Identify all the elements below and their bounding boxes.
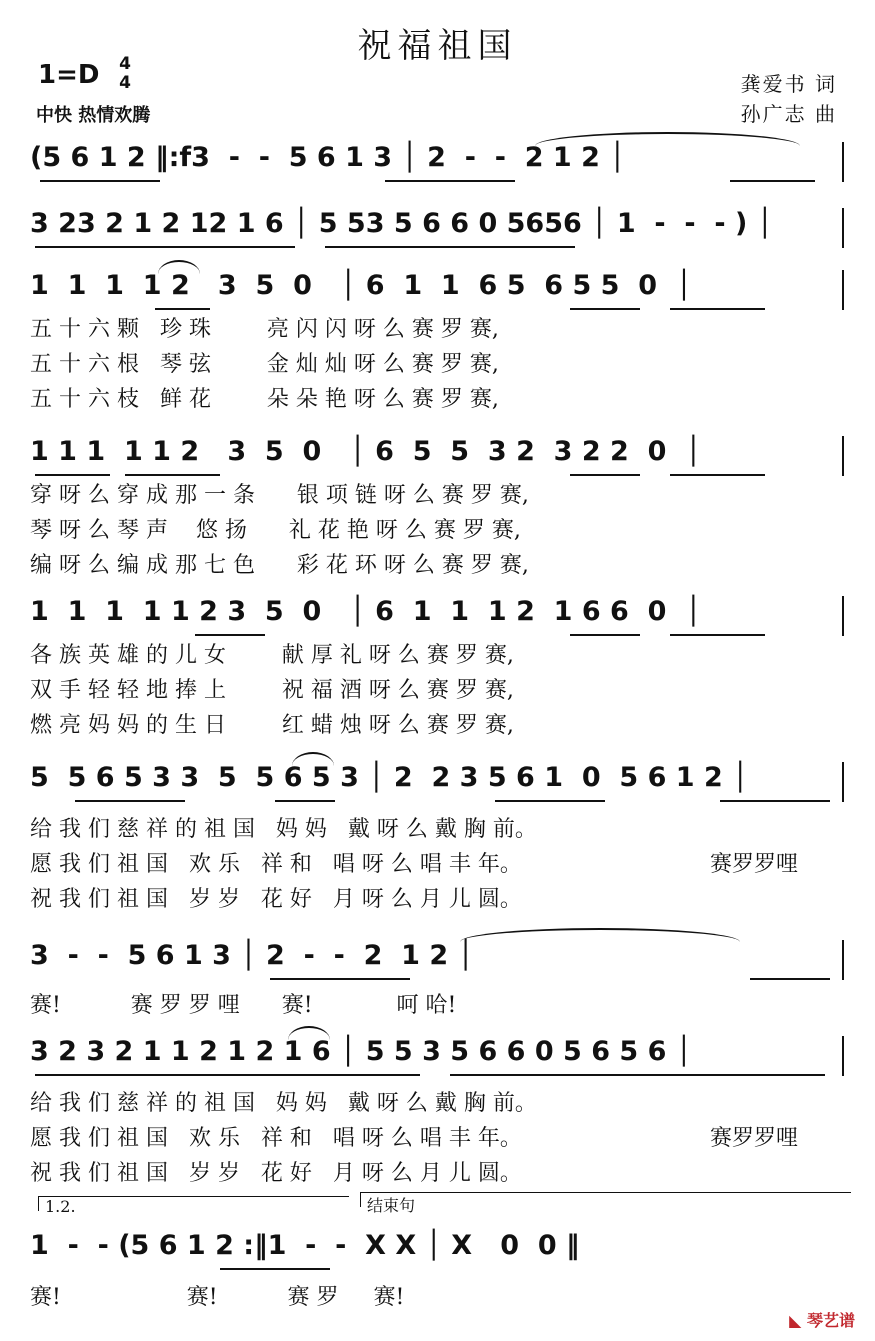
key-signature: 1=D bbox=[38, 60, 100, 90]
barline bbox=[842, 270, 844, 310]
beam bbox=[155, 308, 210, 310]
barline bbox=[842, 208, 844, 248]
lyric-verse-2: 五 十 六 根 琴 弦 金 灿 灿 呀 么 赛 罗 赛, bbox=[30, 352, 499, 377]
notes-line: 5 5 6 5 3 3 5 5 6 5 3 │ 2 2 3 5 6 1 0 5 6 1 2 │ bbox=[30, 762, 749, 793]
notes-line: 3 2 3 2 1 1 2 1 2 1 6 │ 5 5 3 5 6 6 0 5 6 5 6 │ bbox=[30, 1036, 693, 1067]
lyric-verse-1: 给 我 们 慈 祥 的 祖 国 妈 妈 戴 呀 么 戴 胸 前。 bbox=[30, 1091, 537, 1116]
beam bbox=[220, 1268, 330, 1270]
notes-line: 3 - - 5 6 1 3 │ 2 - - 2 1 2 │ bbox=[30, 940, 474, 971]
beam bbox=[720, 800, 830, 802]
time-sig-bottom: 4 bbox=[119, 73, 131, 93]
lyric-verse-3: 祝 我 们 祖 国 岁 岁 花 好 月 呀 么 月 儿 圆。 bbox=[30, 887, 522, 912]
beam bbox=[35, 474, 110, 476]
volta-bracket-2 bbox=[360, 1192, 851, 1215]
beam bbox=[670, 474, 765, 476]
beam bbox=[385, 180, 515, 182]
notes-line: 1 - - (5 6 1 2 :‖1 - - X X │ X 0 0 ‖ bbox=[30, 1230, 580, 1261]
side-refrain: 赛罗罗哩 bbox=[710, 852, 799, 877]
beam bbox=[670, 308, 765, 310]
beam bbox=[270, 978, 410, 980]
volta-2-label: 结束句 bbox=[367, 1196, 416, 1215]
slur-arc bbox=[288, 1026, 330, 1040]
lyric-verse-3: 燃 亮 妈 妈 的 生 日 红 蜡 烛 呀 么 赛 罗 赛, bbox=[30, 713, 514, 738]
lyric-verse-1: 各 族 英 雄 的 儿 女 献 厚 礼 呀 么 赛 罗 赛, bbox=[30, 643, 514, 668]
lyric-verse-2: 双 手 轻 轻 地 捧 上 祝 福 酒 呀 么 赛 罗 赛, bbox=[30, 678, 514, 703]
barline bbox=[842, 940, 844, 980]
side-refrain: 赛罗罗哩 bbox=[710, 1126, 799, 1151]
volta-1-label: 1.2. bbox=[45, 1197, 76, 1216]
lyric-verse-2: 琴 呀 么 琴 声 悠 扬 礼 花 艳 呀 么 赛 罗 赛, bbox=[30, 518, 521, 543]
beam bbox=[570, 308, 640, 310]
beam bbox=[195, 634, 265, 636]
beam bbox=[125, 474, 220, 476]
tie-arc bbox=[535, 132, 800, 146]
page-title: 祝福祖国 bbox=[357, 26, 518, 66]
lyric-verse-1: 给 我 们 慈 祥 的 祖 国 妈 妈 戴 呀 么 戴 胸 前。 bbox=[30, 817, 537, 842]
beam bbox=[275, 800, 335, 802]
beam bbox=[40, 180, 160, 182]
lyric-verse-3: 五 十 六 枝 鲜 花 朵 朵 艳 呀 么 赛 罗 赛, bbox=[30, 387, 499, 412]
beam bbox=[450, 1074, 825, 1076]
tie-arc bbox=[460, 928, 740, 942]
barline bbox=[842, 436, 844, 476]
barline bbox=[842, 596, 844, 636]
tempo-marking: 中快 热情欢腾 bbox=[36, 105, 151, 126]
lyric-verse-3: 祝 我 们 祖 国 岁 岁 花 好 月 呀 么 月 儿 圆。 bbox=[30, 1161, 522, 1186]
lyric-verse-2: 愿 我 们 祖 国 欢 乐 祥 和 唱 呀 么 唱 丰 年。 bbox=[30, 1126, 522, 1151]
lyric-verse-3: 编 呀 么 编 成 那 七 色 彩 花 环 呀 么 赛 罗 赛, bbox=[30, 553, 529, 578]
lyric-line: 赛! 赛 罗 罗 哩 赛! 呵 哈! bbox=[30, 993, 457, 1018]
beam bbox=[570, 634, 640, 636]
barline bbox=[842, 142, 844, 182]
slur-arc bbox=[292, 752, 334, 766]
lyric-verse-1: 穿 呀 么 穿 成 那 一 条 银 项 链 呀 么 赛 罗 赛, bbox=[30, 483, 529, 508]
slur-arc bbox=[158, 260, 200, 274]
time-signature bbox=[118, 56, 132, 92]
beam bbox=[670, 634, 765, 636]
notes-line: 3 23 2 1 2 12 1 6 │ 5 53 5 6 6 0 5656 │ 1 - - - ) │ bbox=[30, 208, 774, 239]
lyric-verse-2: 愿 我 们 祖 国 欢 乐 祥 和 唱 呀 么 唱 丰 年。 bbox=[30, 852, 522, 877]
time-sig-top: 4 bbox=[119, 54, 131, 74]
beam bbox=[750, 978, 830, 980]
barline bbox=[842, 762, 844, 802]
barline bbox=[842, 1036, 844, 1076]
watermark-text: 琴艺谱 bbox=[806, 1311, 855, 1330]
beam bbox=[495, 800, 605, 802]
notes-line: 1 1 1 1 1 2 3 5 0 │ 6 1 1 1 2 1 6 6 0 │ bbox=[30, 596, 702, 627]
beam bbox=[570, 474, 640, 476]
composer-credit: 孙广志 曲 bbox=[740, 102, 837, 126]
beam bbox=[35, 246, 295, 248]
watermark-logo bbox=[789, 1308, 855, 1331]
notes-line: (5 6 1 2 ‖:f3 - - 5 6 1 3 │ 2 - - 2 1 2 │ bbox=[30, 142, 626, 173]
lyric-verse-1: 五 十 六 颗 珍 珠 亮 闪 闪 呀 么 赛 罗 赛, bbox=[30, 317, 499, 342]
lyricist-credit: 龚爱书 词 bbox=[740, 72, 837, 96]
notes-line: 1 1 1 1 2 3 5 0 │ 6 1 1 6 5 6 5 5 0 │ bbox=[30, 270, 693, 301]
volta-bracket-1 bbox=[38, 1196, 349, 1216]
watermark-icon: ◣ bbox=[789, 1311, 807, 1330]
beam bbox=[325, 246, 575, 248]
notes-line: 1 1 1 1 1 2 3 5 0 │ 6 5 5 3 2 3 2 2 0 │ bbox=[30, 436, 702, 467]
beam bbox=[75, 800, 185, 802]
lyric-line: 赛! 赛! 赛 罗 赛! bbox=[30, 1285, 405, 1310]
beam bbox=[35, 1074, 420, 1076]
beam bbox=[730, 180, 815, 182]
